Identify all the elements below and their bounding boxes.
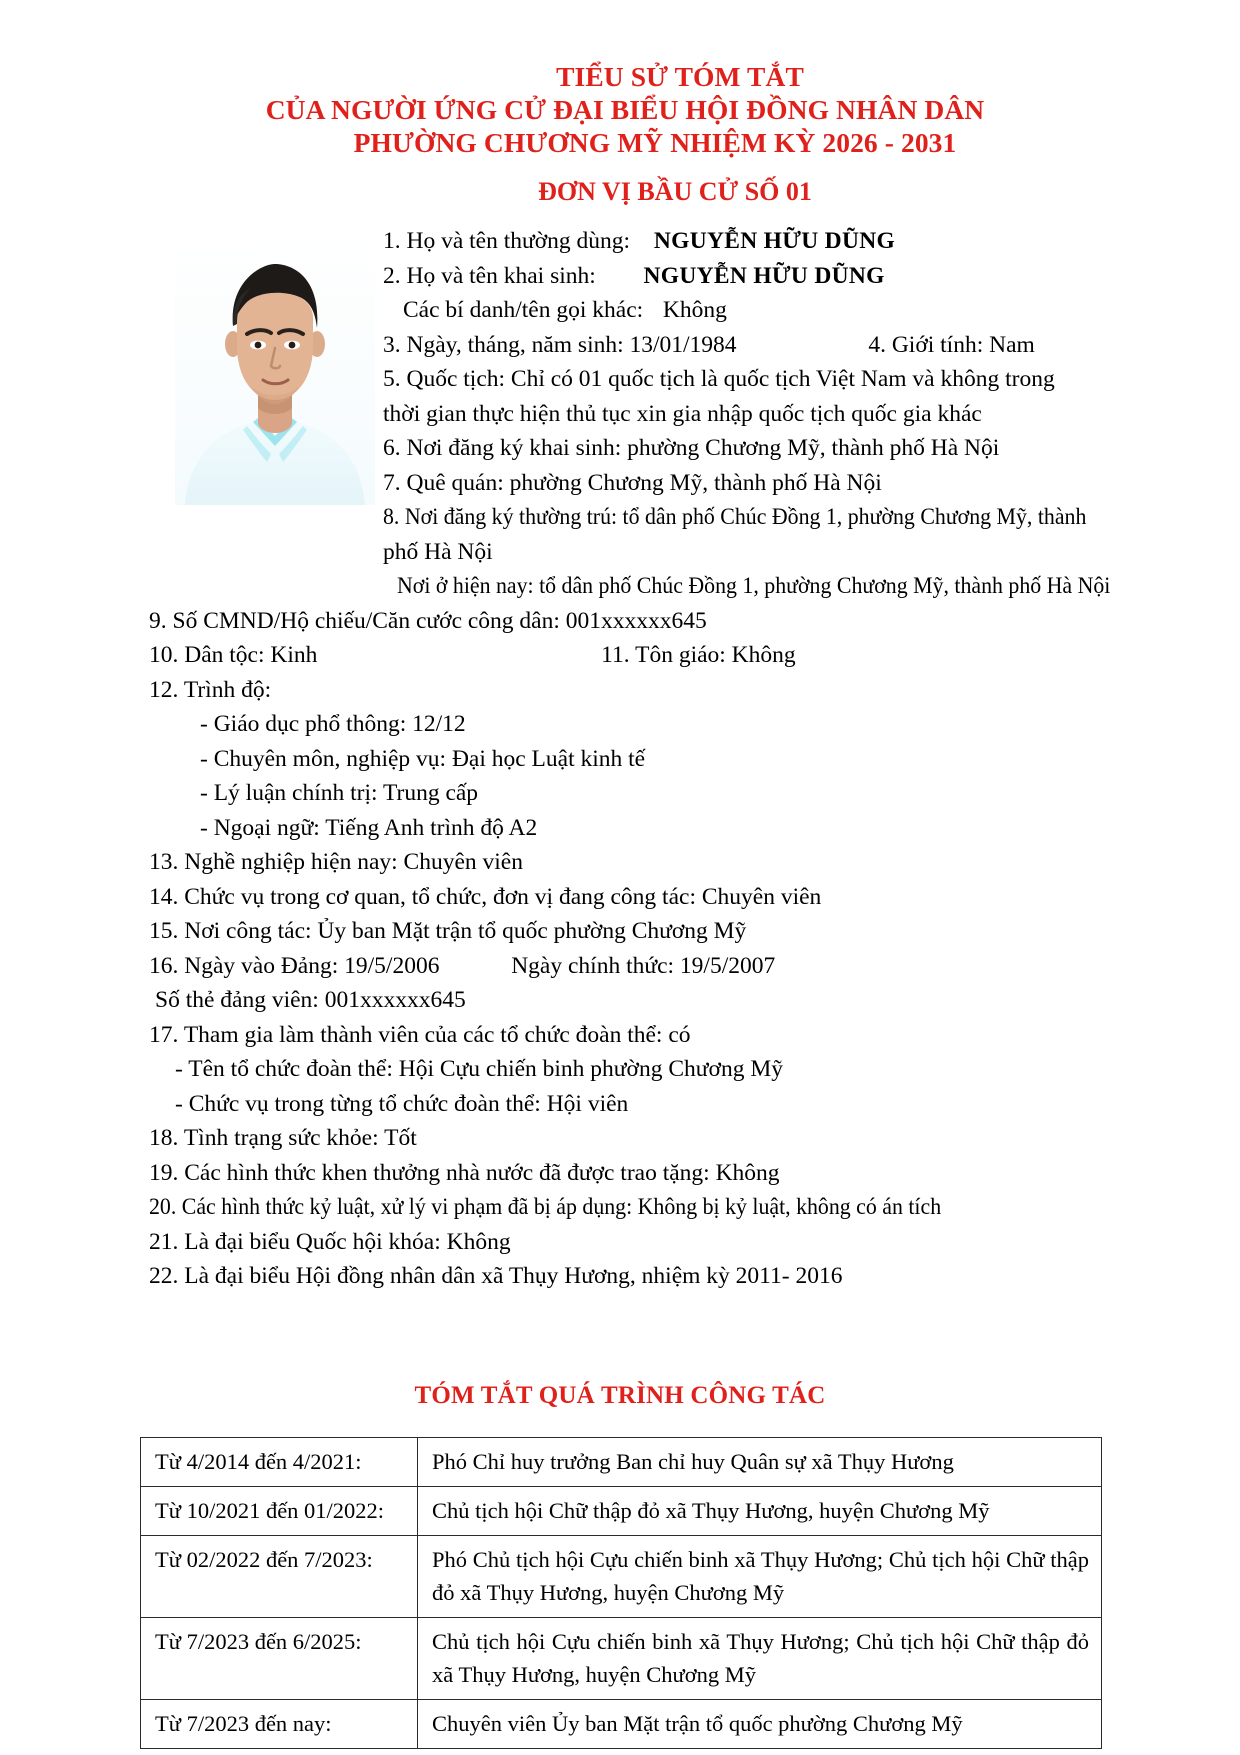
work-history-table-body: [141, 1438, 1102, 1749]
work-period: Từ 10/2021 đến 01/2022:: [141, 1487, 418, 1536]
title-line-2: CỦA NGƯỜI ỨNG CỬ ĐẠI BIỂU HỘI ĐỒNG NHÂN DÂN: [265, 94, 985, 125]
bio-item-6: 6. Nơi đăng ký khai sinh: phường Chương Mỹ, thành phố Hà Nội: [383, 435, 1000, 461]
work-role: Chuyên viên Ủy ban Mặt trận tổ quốc phường Chương Mỹ: [418, 1700, 1102, 1749]
bio-item-10-11: [135, 638, 1065, 673]
bio-item-1: [135, 224, 1065, 259]
bio-item-2-value: NGUYỄN HỮU DŨNG: [643, 262, 885, 289]
work-role: Chủ tịch hội Cựu chiến binh xã Thụy Hương; Chủ tịch hội Chữ thập đỏ xã Thụy Hương, huyện Chương Mỹ: [418, 1618, 1102, 1700]
bio-item-8-line1: [135, 500, 1087, 535]
table-row: [141, 1618, 1102, 1700]
bio-item-2-label: 2. Họ và tên khai sinh:: [383, 262, 596, 289]
biography-body: [135, 224, 1111, 1294]
bio-item-7: 7. Quê quán: phường Chương Mỹ, thành phố Hà Nội: [383, 469, 882, 496]
table-row: [141, 1700, 1102, 1749]
bio-item-17b: - Chức vụ trong từng tổ chức đoàn thể: Hội viên: [175, 1090, 629, 1117]
bio-item-5-line2: [135, 397, 1065, 432]
work-period: Từ 7/2023 đến 6/2025:: [141, 1618, 418, 1700]
bio-item-22: 22. Là đại biểu Hội đồng nhân dân xã Thụy Hương, nhiệm kỳ 2011- 2016: [149, 1263, 843, 1289]
bio-item-5-text-2: thời gian thực hiện thủ tục xin gia nhập quốc tịch quốc gia khác: [383, 400, 982, 427]
bio-item-3-4: [135, 328, 1065, 363]
work-history-heading: TÓM TẮT QUÁ TRÌNH CÔNG TÁC: [414, 1382, 826, 1409]
title-line-3: PHƯỜNG CHƯƠNG MỸ NHIỆM KỲ 2026 - 2031: [353, 127, 957, 158]
bio-item-12b: - Chuyên môn, nghiệp vụ: Đại học Luật kinh tế: [200, 745, 646, 772]
bio-alias-value: Không: [662, 297, 727, 323]
bio-item-14: 14. Chức vụ trong cơ quan, tổ chức, đơn vị đang công tác: Chuyên viên: [149, 883, 822, 910]
work-period: Từ 4/2014 đến 4/2021:: [141, 1438, 418, 1487]
work-history-table: [140, 1437, 1102, 1749]
bio-item-4: 4. Giới tính: Nam: [868, 331, 1035, 358]
bio-party-card: Số thẻ đảng viên: 001xxxxxx645: [155, 987, 466, 1013]
bio-current-residence: [135, 569, 1111, 604]
bio-item-1-label: 1. Họ và tên thường dùng:: [383, 228, 631, 254]
bio-item-5-line1: [135, 362, 1065, 397]
bio-item-3: 3. Ngày, tháng, năm sinh: 13/01/1984: [383, 331, 737, 358]
bio-item-1-value: NGUYỄN HỮU DŨNG: [653, 228, 896, 254]
bio-item-16: [135, 949, 1065, 984]
bio-item-2: [135, 259, 1065, 294]
bio-item-16-official-date: Ngày chính thức: 19/5/2007: [511, 952, 776, 979]
bio-item-11: 11. Tôn giáo: Không: [601, 642, 796, 668]
document-title-block: [0, 60, 1240, 208]
bio-item-15: 15. Nơi công tác: Ủy ban Mặt trận tổ quốc phường Chương Mỹ: [149, 918, 747, 944]
work-role: Chủ tịch hội Chữ thập đỏ xã Thụy Hương, huyện Chương Mỹ: [418, 1487, 1102, 1536]
bio-item-20: [135, 1190, 1065, 1225]
bio-item-12: 12. Trình độ:: [149, 676, 272, 703]
bio-item-5-text-1: 5. Quốc tịch: Chỉ có 01 quốc tịch là quốc tịch Việt Nam và không trong: [383, 366, 1055, 392]
work-role: Phó Chỉ huy trưởng Ban chỉ huy Quân sự xã Thụy Hương: [418, 1438, 1102, 1487]
bio-item-9: 9. Số CMND/Hộ chiếu/Căn cước công dân: 001xxxxxx645: [149, 607, 707, 634]
bio-item-12c: - Lý luận chính trị: Trung cấp: [200, 780, 479, 806]
title-line-1: TIỂU SỬ TÓM TẮT: [556, 61, 804, 92]
bio-item-21: 21. Là đại biểu Quốc hội khóa: Không: [149, 1228, 511, 1255]
bio-item-10: 10. Dân tộc: Kinh: [149, 642, 318, 668]
bio-alias-label: Các bí danh/tên gọi khác:: [403, 297, 644, 323]
table-row: [141, 1487, 1102, 1536]
table-row: [141, 1438, 1102, 1487]
work-role: Phó Chủ tịch hội Cựu chiến binh xã Thụy Hương; Chủ tịch hội Chữ thập đỏ xã Thụy Hương, huyện Chương Mỹ: [418, 1536, 1102, 1618]
bio-alias: [135, 293, 1065, 328]
bio-item-19: 19. Các hình thức khen thưởng nhà nước đã được trao tặng: Không: [149, 1159, 780, 1186]
bio-item-12a: - Giáo dục phổ thông: 12/12: [200, 711, 466, 737]
bio-item-18: 18. Tình trạng sức khỏe: Tốt: [149, 1125, 417, 1151]
table-row: [141, 1536, 1102, 1618]
bio-item-8-line2: phố Hà Nội: [383, 538, 493, 565]
bio-current-residence-text: Nơi ở hiện nay: tổ dân phố Chúc Đồng 1, phường Chương Mỹ, thành phố Hà Nội: [397, 573, 1111, 599]
bio-item-8-text-1: 8. Nơi đăng ký thường trú: tổ dân phố Chúc Đồng 1, phường Chương Mỹ, thành: [383, 504, 1087, 530]
work-period: Từ 7/2023 đến nay:: [141, 1700, 418, 1749]
bio-item-17a: - Tên tổ chức đoàn thể: Hội Cựu chiến binh phường Chương Mỹ: [175, 1056, 783, 1082]
bio-item-16-join-date: 16. Ngày vào Đảng: 19/5/2006: [149, 952, 440, 979]
electoral-unit-line: ĐƠN VỊ BẦU CỬ SỐ 01: [538, 177, 812, 206]
work-period: Từ 02/2022 đến 7/2023:: [141, 1536, 418, 1618]
bio-item-20-text: 20. Các hình thức kỷ luật, xử lý vi phạm đã bị áp dụng: Không bị kỷ luật, không có án tích: [149, 1194, 942, 1220]
bio-item-13: 13. Nghề nghiệp hiện nay: Chuyên viên: [149, 849, 523, 875]
bio-item-17: 17. Tham gia làm thành viên của các tổ chức đoàn thể: có: [149, 1021, 691, 1048]
bio-item-12d: - Ngoại ngữ: Tiếng Anh trình độ A2: [200, 814, 538, 841]
